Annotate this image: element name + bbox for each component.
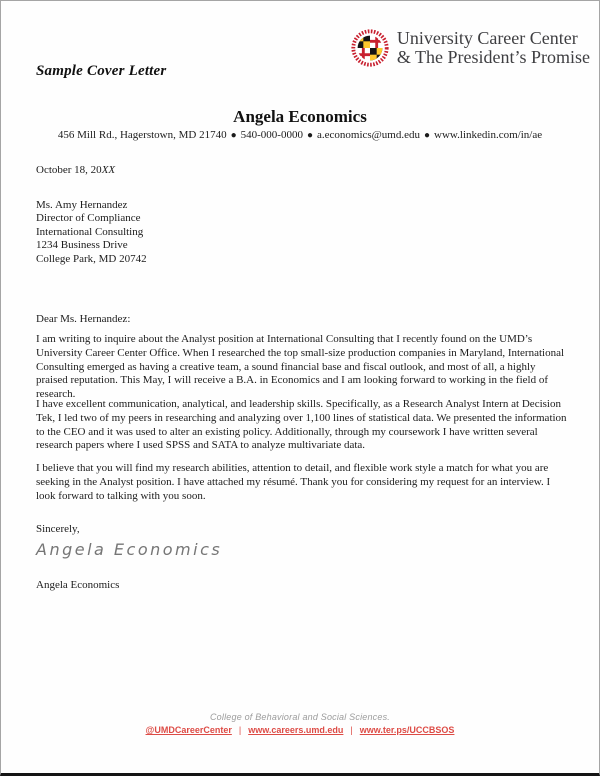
- sender-name: Angela Economics: [233, 107, 367, 126]
- pipe-separator: |: [238, 725, 242, 735]
- logo-line-2: & The President’s Promise: [396, 47, 590, 67]
- bullet-separator: ●: [230, 130, 237, 141]
- pipe-separator: |: [350, 725, 353, 735]
- bullet-separator: ●: [306, 130, 313, 141]
- university-career-center-logo: [349, 27, 590, 69]
- sender-website: www.linkedin.com/in/ae: [434, 129, 543, 141]
- salutation: Dear Ms. Hernandez:: [36, 313, 131, 325]
- footer-link-social[interactable]: @UMDCareerCenter: [145, 725, 232, 735]
- handwritten-signature: Angela Economics: [36, 540, 223, 559]
- footer-link-careers[interactable]: www.careers.umd.edu: [248, 725, 344, 735]
- page-footer: [1, 712, 599, 735]
- closing: Sincerely,: [36, 523, 80, 535]
- umd-seal-icon: [349, 27, 391, 69]
- sender-email: a.economics@umd.edu: [317, 129, 420, 141]
- letterhead: [1, 107, 599, 141]
- recipient-name: Ms. Amy Hernandez: [36, 199, 128, 211]
- footer-link-uccbsos[interactable]: www.ter.ps/UCCBSOS: [359, 725, 455, 735]
- footer-college-line: College of Behavioral and Social Sciences.: [209, 712, 390, 722]
- sender-phone: 540-000-0000: [240, 129, 303, 141]
- body-paragraph-1: I am writing to inquire about the Analyst position at International Consulting that I recently found on the UMD’s University Career Center Office. When I researched the top small-size production companies in Maryland, International Consulting emerged as having a creative team, a sound financial base and fiscal outlook, and most of all, a highly praised reputation. This May, I will receive a B.A. in Economics and I am looking forward to working in the field of research.: [36, 333, 565, 401]
- recipient-city: College Park, MD 20742: [36, 252, 147, 265]
- page-title: Sample Cover Letter: [36, 63, 167, 79]
- sender-contact-line: [1, 129, 599, 141]
- body-paragraph-3: I believe that you will find my research abilities, attention to detail, and flexible work style a match for what you are seeking in the Analyst position. I have attached my résumé. Thank you for considering my request for an interview. I look forward to talking with you soon.: [36, 462, 551, 502]
- bullet-separator: ●: [424, 130, 431, 141]
- recipient-title: Director of Compliance: [36, 212, 141, 225]
- sender-address: 456 Mill Rd., Hagerstown, MD 21740: [57, 129, 227, 141]
- logo-wordmark: [397, 29, 590, 67]
- logo-line-1: University Career Center: [396, 28, 578, 48]
- recipient-address-block: [36, 199, 570, 266]
- date-placeholder-xx: XX: [101, 164, 116, 176]
- body-paragraph-2: I have excellent communication, analytical, and leadership skills. Specifically, as a Research Analyst Intern at Decision Tek, I led two of my peers in researching and analyzing over 1,100 lines of statistical data. We presented the information to the CEO and it was used to alter an existing policy. Additionally, through my coursework I have written several research papers where I used SPSS and SATA to analyze multivariate data.: [36, 398, 567, 452]
- footer-links-row: [1, 725, 599, 735]
- recipient-street: 1234 Business Drive: [36, 239, 128, 252]
- letter-date: October 18, 20XX: [36, 164, 116, 176]
- recipient-company: International Consulting: [36, 225, 144, 238]
- typed-signature-name: Angela Economics: [36, 579, 120, 591]
